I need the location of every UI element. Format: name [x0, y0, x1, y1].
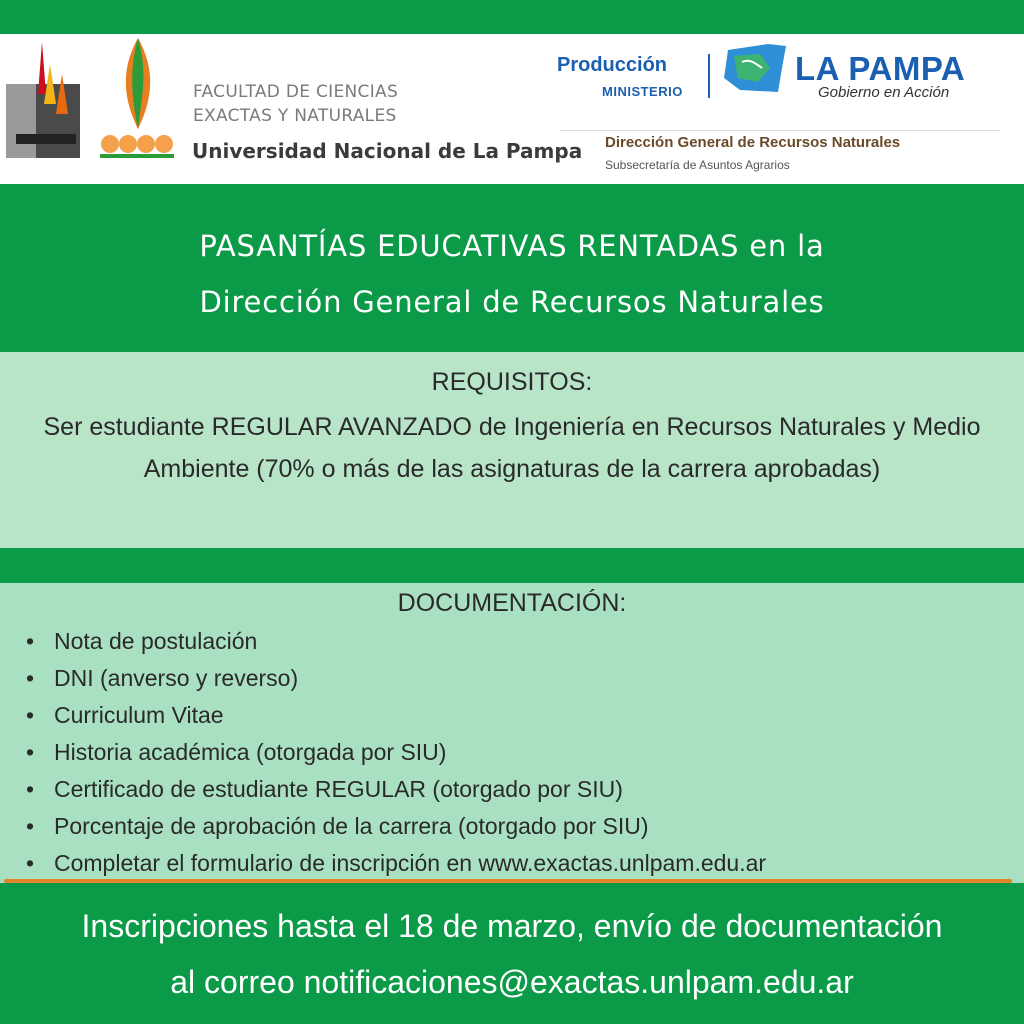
produccion-label: Producción: [557, 54, 668, 76]
ministerio-label: MINISTERIO: [602, 84, 683, 99]
faculty-name-line2: EXACTAS Y NATURALES: [193, 106, 397, 126]
footer-line2: al correo notificaciones@exactas.unlpam.edu.ar: [170, 964, 854, 1000]
documentacion-heading: DOCUMENTACIÓN:: [397, 589, 627, 617]
logo-divider: [708, 54, 710, 98]
list-item: • Curriculum Vitae: [20, 697, 766, 734]
list-item: • Nota de postulación: [20, 623, 766, 660]
accent-divider: [4, 879, 1012, 883]
page-title: [0, 218, 1024, 330]
unlpam-logo-icon: [6, 34, 84, 162]
la-pampa-map-icon: [720, 38, 790, 100]
footer-notice: [0, 898, 1024, 1010]
documentacion-list: [20, 623, 766, 882]
list-item: • Porcentaje de aprobación de la carrera (otorgado por SIU): [20, 808, 766, 845]
fcen-logo-icon: [98, 34, 178, 164]
documentacion-section: [0, 583, 1024, 883]
la-pampa-brand: LA PAMPA: [795, 50, 966, 87]
list-item: • Completar el formulario de inscripción en www.exactas.unlpam.edu.ar: [20, 845, 766, 882]
gobierno-tagline: Gobierno en Acción: [818, 84, 950, 101]
header-divider: [560, 130, 1000, 131]
list-item: • Certificado de estudiante REGULAR (otorgado por SIU): [20, 771, 766, 808]
header-banner: [0, 34, 1024, 184]
requisitos-heading: REQUISITOS:: [431, 368, 593, 396]
list-item: • DNI (anverso y reverso): [20, 660, 766, 697]
faculty-name-line1: FACULTAD DE CIENCIAS: [193, 82, 399, 102]
footer-line1: Inscripciones hasta el 18 de marzo, envío de documentación: [81, 908, 943, 944]
requisitos-text: Ser estudiante REGULAR AVANZADO de Ingeniería en Recursos Naturales y Medio Ambiente (70% o más de las asignaturas de la carrera aprobadas): [43, 413, 981, 483]
subsecretaria-name: Subsecretaría de Asuntos Agrarios: [605, 158, 790, 172]
list-item: • Historia académica (otorgada por SIU): [20, 734, 766, 771]
requisitos-section: [0, 352, 1024, 548]
university-name: Universidad Nacional de La Pampa: [192, 139, 583, 163]
direccion-name: Dirección General de Recursos Naturales: [605, 134, 901, 151]
title-line2: Dirección General de Recursos Naturales: [199, 285, 825, 319]
title-line1: PASANTÍAS EDUCATIVAS RENTADAS en la: [199, 229, 825, 263]
